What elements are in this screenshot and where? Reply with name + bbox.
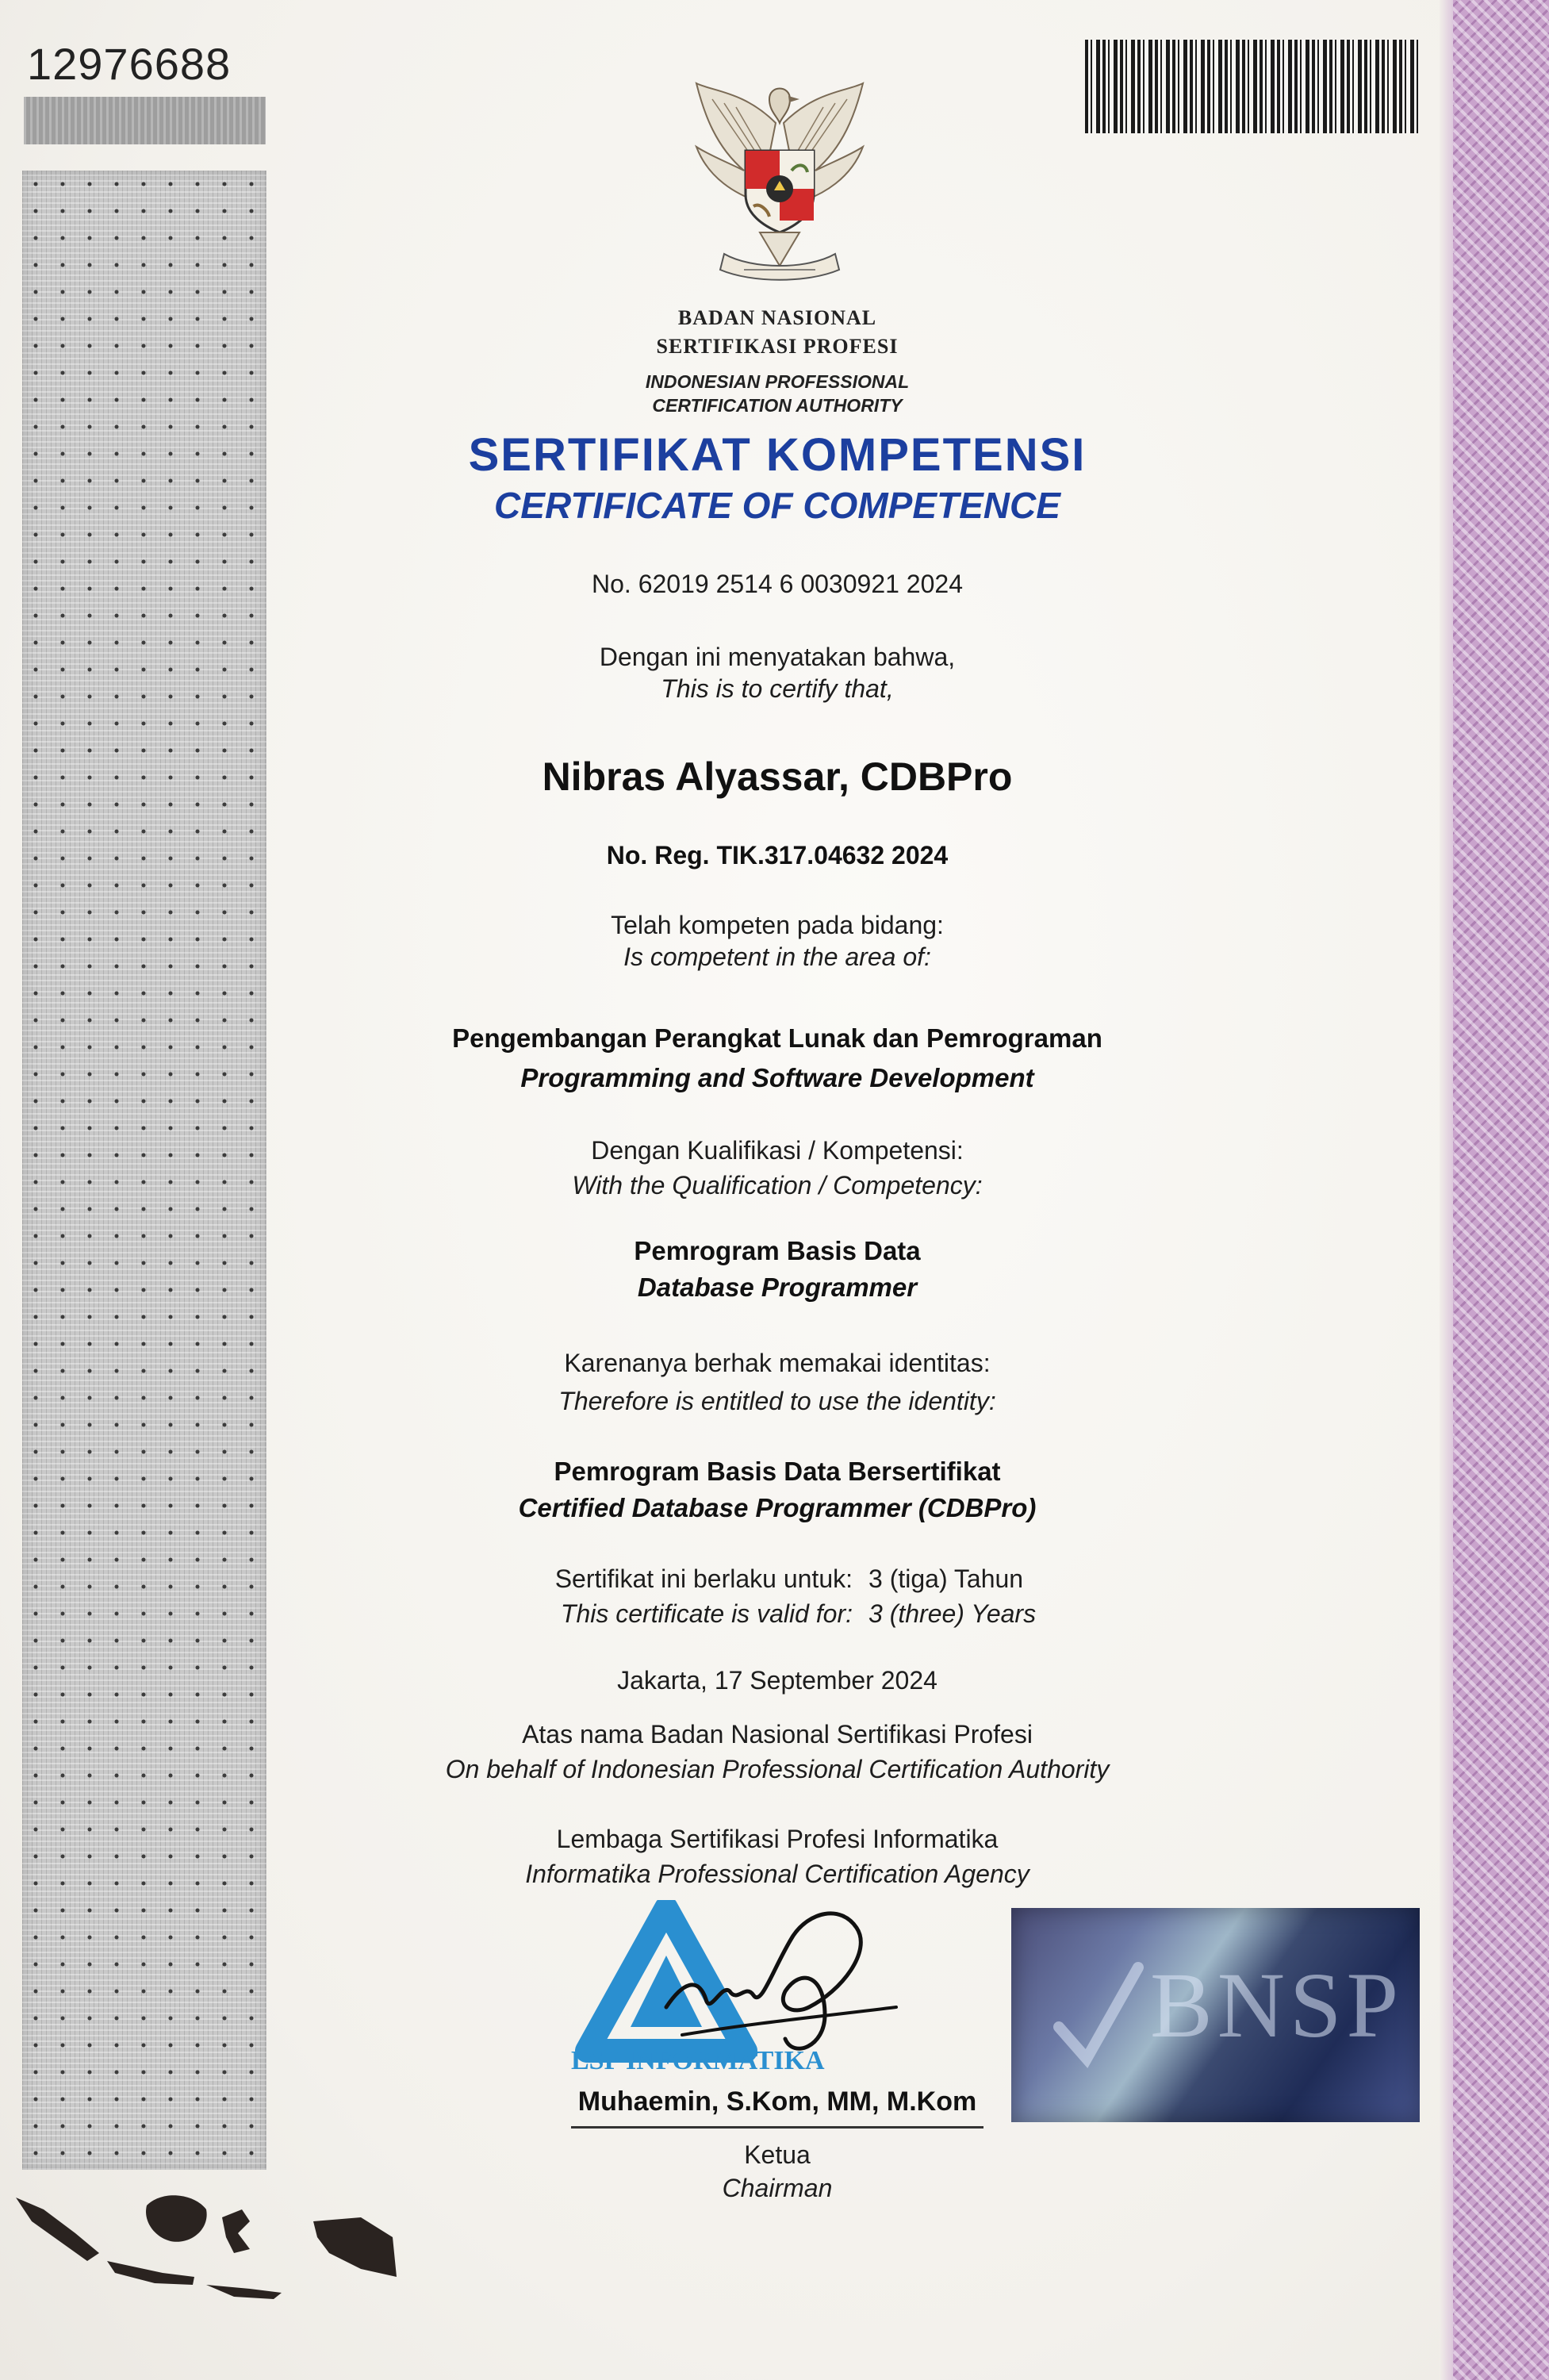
serial-number: 12976688 <box>27 39 232 89</box>
qualification-id: Pemrogram Basis Data <box>634 1236 921 1265</box>
identity-intro-en: Therefore is entitled to use the identity: <box>558 1387 996 1415</box>
serial-band <box>24 97 266 144</box>
validity-row-id <box>523 1564 1023 1594</box>
registration-number: No. Reg. TIK.317.04632 2024 <box>606 841 949 869</box>
intro-text-id: Dengan ini menyatakan bahwa, <box>599 643 956 671</box>
signature-line <box>571 2126 983 2129</box>
certificate-title-en: CERTIFICATE OF COMPETENCE <box>494 485 1060 526</box>
qualification-intro-id: Dengan Kualifikasi / Kompetensi: <box>591 1136 964 1165</box>
identity-id: Pemrogram Basis Data Bersertifikat <box>554 1457 1001 1486</box>
behalf-text-id: Atas nama Badan Nasional Sertifikasi Profesi <box>522 1720 1033 1749</box>
signature-icon <box>635 1888 920 2071</box>
holder-name: Nibras Alyassar, CDBPro <box>542 754 1013 799</box>
validity-label-en: This certificate is valid for: <box>560 1599 853 1628</box>
validity-row-en <box>523 1599 1036 1629</box>
certificate-title-id: SERTIFIKAT KOMPETENSI <box>468 429 1087 481</box>
lsp-logo-text: LSP INFORMATIKA <box>571 2046 825 2075</box>
area-intro-id: Telah kompeten pada bidang: <box>611 911 944 939</box>
validity-label-id: Sertifikat ini berlaku untuk: <box>554 1564 853 1593</box>
signatory-title-en: Chairman <box>722 2174 833 2202</box>
area-intro-en: Is competent in the area of: <box>623 942 931 971</box>
garuda-emblem-icon <box>681 75 879 298</box>
competence-area-id: Pengembangan Perangkat Lunak dan Pemrograman <box>452 1023 1102 1053</box>
identity-intro-id: Karenanya berhak memakai identitas: <box>564 1349 991 1377</box>
hologram-text: BNSP <box>1150 1953 1404 2057</box>
issue-place-date: Jakarta, 17 September 2024 <box>617 1666 937 1695</box>
agency-name-en-line1: INDONESIAN PROFESSIONAL <box>645 371 910 392</box>
qualification-intro-en: With the Qualification / Competency: <box>572 1171 983 1200</box>
agency-name-en-line2: CERTIFICATION AUTHORITY <box>652 395 903 416</box>
lsp-name-en: Informatika Professional Certification Agency <box>525 1860 1029 1888</box>
agency-name-id-line2: SERTIFIKASI PROFESI <box>656 335 899 358</box>
identity-en: Certified Database Programmer (CDBPro) <box>518 1493 1037 1522</box>
indonesia-map-icon <box>12 2174 401 2309</box>
intro-text-en: This is to certify that, <box>661 674 894 703</box>
guilloche-band <box>1453 0 1549 2380</box>
validity-value-en: 3 (three) Years <box>868 1599 1037 1628</box>
behalf-text-en: On behalf of Indonesian Professional Certification Authority <box>445 1755 1110 1783</box>
lsp-name-id: Lembaga Sertifikasi Profesi Informatika <box>556 1825 999 1853</box>
qualification-en: Database Programmer <box>637 1273 918 1302</box>
hologram-check-icon <box>1051 1956 1146 2075</box>
signatory-title-id: Ketua <box>744 2140 811 2169</box>
security-pattern-band <box>22 171 266 2170</box>
signatory-name: Muhaemin, S.Kom, MM, M.Kom <box>577 2086 977 2117</box>
validity-value-id: 3 (tiga) Tahun <box>868 1564 1024 1593</box>
barcode <box>1085 40 1418 133</box>
agency-name-id-line1: BADAN NASIONAL <box>677 306 877 329</box>
bnsp-hologram <box>1011 1908 1420 2122</box>
certificate-number: No. 62019 2514 6 0030921 2024 <box>592 570 963 598</box>
competence-area-en: Programming and Software Development <box>520 1063 1034 1092</box>
